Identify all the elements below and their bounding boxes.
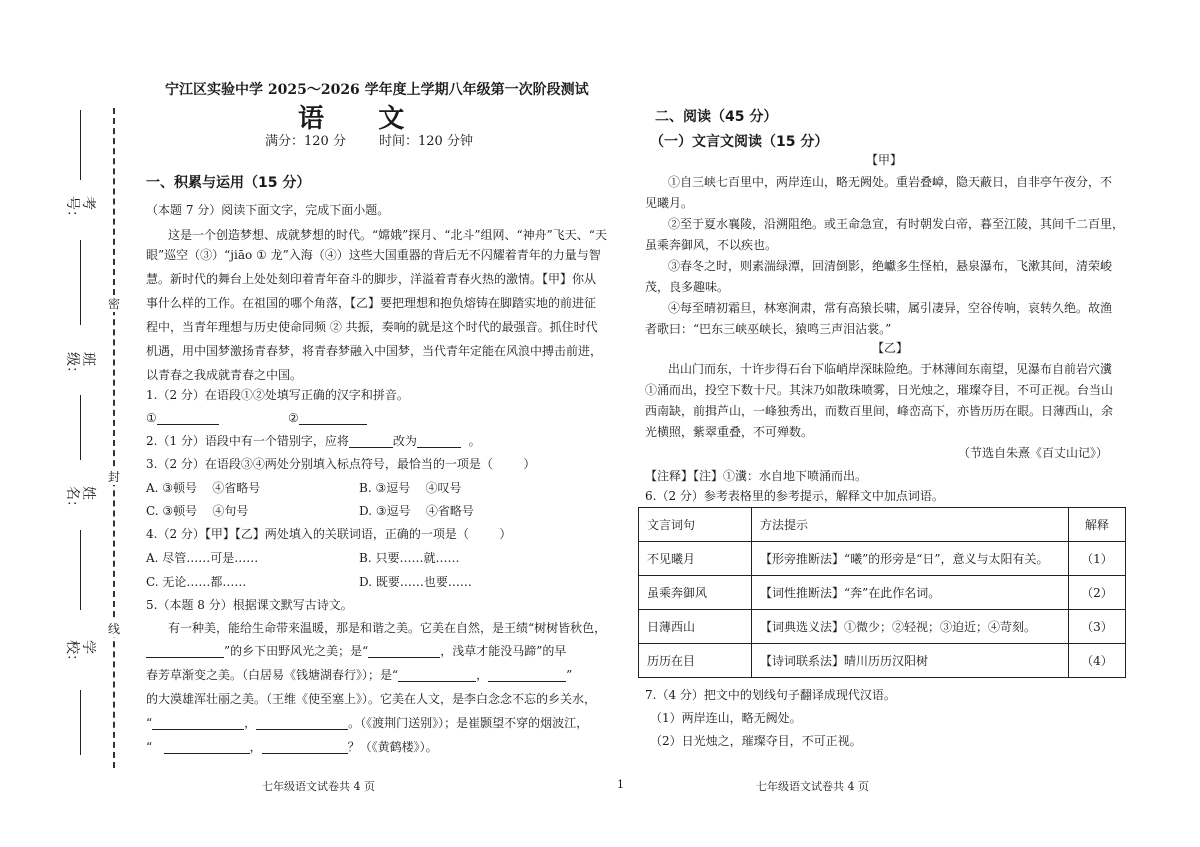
passage-line: 程中，当青年理想与历史使命同频 ② 共振，奏响的就是这个时代的最强音。抓住时代 bbox=[146, 320, 598, 334]
table-header: 解释 bbox=[1069, 508, 1126, 542]
table-cell: 不见曦月 bbox=[639, 542, 752, 576]
text: ， bbox=[244, 716, 257, 730]
passage-label-jia: 【甲】 bbox=[866, 153, 903, 167]
option[interactable]: A. ③顿号 ④省略号 bbox=[146, 481, 261, 495]
option[interactable]: B. 只要……就…… bbox=[359, 551, 460, 565]
blank-label: ② bbox=[288, 411, 299, 425]
option[interactable]: D. ③逗号 ④省略号 bbox=[359, 504, 474, 518]
option[interactable]: C. ③顿号 ④句号 bbox=[146, 504, 249, 518]
answer-blank[interactable] bbox=[417, 435, 461, 448]
translate-item: （1）两岸连山，略无阙处。 bbox=[650, 711, 802, 725]
passage-label-yi: 【乙】 bbox=[872, 341, 909, 355]
table-cell: 日薄西山 bbox=[639, 610, 752, 644]
text: ， bbox=[249, 740, 262, 754]
table-header: 文言词句 bbox=[639, 508, 752, 542]
text: ， bbox=[476, 668, 489, 682]
passage-line: 事什么样的工作。在祖国的哪个角落，【乙】要把理想和抱负熔铸在脚踏实地的前进征 bbox=[146, 296, 597, 310]
question-3: 3.（2 分）在语段③④两处分别填入标点符号，最恰当的一项是（ ） bbox=[146, 457, 536, 471]
table-row bbox=[639, 610, 1126, 644]
answer-blank[interactable] bbox=[262, 741, 348, 754]
poem-line bbox=[146, 668, 572, 682]
answer-cell[interactable]: （4） bbox=[1069, 644, 1126, 678]
exam-number-label: 考号： bbox=[64, 196, 96, 224]
q2-end: 。 bbox=[468, 434, 481, 448]
question-1: 1.（2 分）在语段①②处填写正确的汉字和拼音。 bbox=[146, 388, 409, 402]
text: ？（《黄鹤楼》）。 bbox=[347, 740, 438, 754]
answer-blank[interactable] bbox=[152, 717, 244, 730]
passage-line: 者歌曰：“巴东三峡巫峡长，猿鸣三声泪沾裳。” bbox=[645, 322, 892, 336]
answer-blank[interactable] bbox=[164, 741, 250, 754]
table-row bbox=[639, 644, 1126, 678]
answer-blank[interactable] bbox=[368, 645, 440, 658]
page-number: 1 bbox=[617, 778, 624, 791]
table-cell: 虽乘奔御风 bbox=[639, 576, 752, 610]
q1-answer-a bbox=[146, 411, 219, 425]
table-cell: 【诗词联系法】晴川历历汉阳树 bbox=[752, 644, 1069, 678]
passage-line: 慧。新时代的舞台上处处刻印着青年奋斗的脚步，洋溢着青春火热的激情。【甲】你从 bbox=[146, 272, 597, 286]
answer-blank[interactable] bbox=[398, 669, 476, 682]
answer-blank[interactable] bbox=[488, 669, 566, 682]
exam-number-line[interactable] bbox=[80, 240, 81, 325]
seal-dashed-line bbox=[113, 108, 115, 768]
translate-item: （2）日光烛之，璀璨夺目，不可正视。 bbox=[650, 734, 862, 748]
seal-char: 封 bbox=[107, 470, 120, 484]
school-label: 学校： bbox=[64, 640, 96, 668]
table-header-row bbox=[639, 508, 1126, 542]
passage-line: ③春冬之时，则素湍绿潭，回清倒影，绝巘多生怪柏，悬泉瀑布，飞漱其间，清荣峻 bbox=[668, 259, 1113, 273]
passage-line: 西南缺，前揖芦山，一峰独秀出，而数百里间，峰峦高下，亦皆历历在眼。日薄西山，余 bbox=[645, 404, 1114, 418]
table-cell: 【词典选义法】①微少；②轻视；③迫近；④苛刻。 bbox=[752, 610, 1069, 644]
table-cell: 历历在目 bbox=[639, 644, 752, 678]
answer-blank[interactable] bbox=[157, 412, 219, 425]
answer-blank[interactable] bbox=[349, 435, 393, 448]
passage-source: （节选自朱熹《百丈山记》） bbox=[958, 446, 1109, 460]
table-cell: 【词性推断法】“奔”在此作名词。 bbox=[752, 576, 1069, 610]
question-intro: （本题 7 分）阅读下面文字，完成下面小题。 bbox=[146, 203, 390, 217]
q2-mid: 改为 bbox=[392, 434, 417, 448]
passage-line: 光横照，紫翠重叠，不可殚数。 bbox=[645, 425, 814, 439]
divider bbox=[80, 110, 81, 180]
blank-label: ① bbox=[146, 411, 157, 425]
option[interactable]: B. ③逗号 ④叹号 bbox=[359, 481, 462, 495]
exam-title: 宁江区实验中学 2025～2026 学年度上学期八年级第一次阶段测试 bbox=[165, 82, 589, 98]
table-header: 方法提示 bbox=[752, 508, 1069, 542]
passage-line: 虽乘奔御风，不以疾也。 bbox=[645, 238, 778, 252]
question-7: 7.（4 分）把文中的划线句子翻译成现代汉语。 bbox=[645, 688, 896, 702]
divider bbox=[80, 690, 81, 755]
section-heading: 一、积累与运用（15 分） bbox=[146, 175, 311, 191]
option[interactable]: A. 尽管……可是…… bbox=[146, 551, 259, 565]
answer-cell[interactable]: （2） bbox=[1069, 576, 1126, 610]
poem-line: 的大漠雄浑壮丽之美。（王维《使至塞上》）。它美在人文，是李白念念不忘的乡关水， bbox=[146, 692, 597, 706]
passage-line: 这是一个创造梦想、成就梦想的时代。“嫦娥”探月、“北斗”组网、“神舟”飞天、“天 bbox=[168, 228, 607, 242]
option[interactable]: D. 既要……也要…… bbox=[359, 575, 472, 589]
q2-stem: 2.（1 分）语段中有一个错别字，应将 bbox=[146, 434, 349, 448]
table-row bbox=[639, 576, 1126, 610]
vocab-table bbox=[638, 507, 1126, 678]
passage-line: 茂，良多趣味。 bbox=[645, 280, 730, 294]
poem-line bbox=[146, 644, 566, 658]
annotation-note: 【注释】【注】①瀵：水自地下喷涌而出。 bbox=[645, 469, 868, 483]
passage-line: 出山门而东，十许步得石台下临峭岸深昧险绝。于林薄间东南望，见瀑布自前岩穴瀵 bbox=[668, 362, 1113, 376]
subsection-heading: （一）文言文阅读（15 分） bbox=[650, 134, 829, 150]
class-label: 班级： bbox=[64, 352, 96, 380]
question-5: 5.（本题 8 分）根据课文默写古诗文。 bbox=[146, 598, 353, 612]
text: 。（《渡荆门送别》）；是崔颢望不穿的烟波江， bbox=[348, 716, 589, 730]
option[interactable]: C. 无论……都…… bbox=[146, 575, 247, 589]
footer-right: 七年级语文试卷共 4 页 bbox=[756, 780, 869, 793]
text: ”的乡下田野风光之美；是“ bbox=[224, 644, 369, 658]
subject-title: 语 文 bbox=[298, 104, 405, 134]
text: “ bbox=[146, 716, 153, 730]
name-label: 姓名： bbox=[64, 486, 96, 514]
seal-char: 线 bbox=[107, 622, 120, 636]
footer-left: 七年级语文试卷共 4 页 bbox=[262, 780, 375, 793]
table-row bbox=[639, 542, 1126, 576]
answer-blank[interactable] bbox=[146, 645, 224, 658]
score-time: 满分：120 分 时间：120 分钟 bbox=[265, 134, 473, 149]
text: ” bbox=[566, 668, 573, 682]
passage-line: ①涌而出，投空下数十尺。其沫乃如散珠喷雾，日光烛之，璀璨夺目，不可正视。台当山 bbox=[645, 383, 1114, 397]
passage-line: 以青春之我成就青春之中国。 bbox=[146, 368, 303, 382]
question-6: 6.（2 分）参考表格里的参考提示，解释文中加点词语。 bbox=[645, 489, 944, 503]
table-cell: 【形旁推断法】“曦”的形旁是“日”，意义与太阳有关。 bbox=[752, 542, 1069, 576]
answer-blank[interactable] bbox=[256, 717, 348, 730]
text: “ bbox=[146, 740, 153, 754]
answer-cell[interactable]: （1） bbox=[1069, 542, 1126, 576]
name-line[interactable] bbox=[80, 530, 81, 610]
text: ，浅草才能没马蹄”的早 bbox=[440, 644, 567, 658]
question-4: 4.（2 分）【甲】【乙】两处填入的关联词语，正确的一项是（ ） bbox=[146, 527, 512, 541]
class-line[interactable] bbox=[80, 395, 81, 460]
section-heading: 二、阅读（45 分） bbox=[655, 109, 778, 125]
seal-char: 密 bbox=[107, 297, 120, 311]
poem-line bbox=[146, 740, 438, 754]
q1-answer-b bbox=[288, 411, 367, 425]
answer-blank[interactable] bbox=[299, 412, 367, 425]
passage-line: ①自三峡七百里中，两岸连山，略无阙处。重岩叠嶂，隐天蔽日，自非亭午夜分，不 bbox=[668, 175, 1113, 189]
poem-line bbox=[146, 716, 588, 730]
passage-line: 见曦月。 bbox=[645, 196, 694, 210]
answer-cell[interactable]: （3） bbox=[1069, 610, 1126, 644]
passage-line: 机遇，用中国梦激扬青春梦，将青春梦融入中国梦，当代青年定能在风浪中搏击前进， bbox=[146, 344, 603, 358]
poem-line: 有一种美，能给生命带来温暖，那是和谐之美。它美在自然，是王绩“树树皆秋色， bbox=[168, 621, 607, 635]
passage-line: ②至于夏水襄陵，沿溯阻绝。或王命急宣，有时朝发白帝，暮至江陵，其间千二百里， bbox=[668, 217, 1125, 231]
passage-line: ④每至晴初霜旦，林寒涧肃，常有高猿长啸，属引凄异，空谷传响，哀转久绝。故渔 bbox=[668, 301, 1113, 315]
passage-line: 眼”巡空（③）“jiāo ① 龙”入海（④）这些大国重器的背后无不闪耀着青年的力量与智 bbox=[146, 248, 601, 262]
text: 春芳草渐变之美。（白居易《钱塘湖春行》）；是“ bbox=[146, 668, 399, 682]
question-2 bbox=[146, 434, 481, 448]
